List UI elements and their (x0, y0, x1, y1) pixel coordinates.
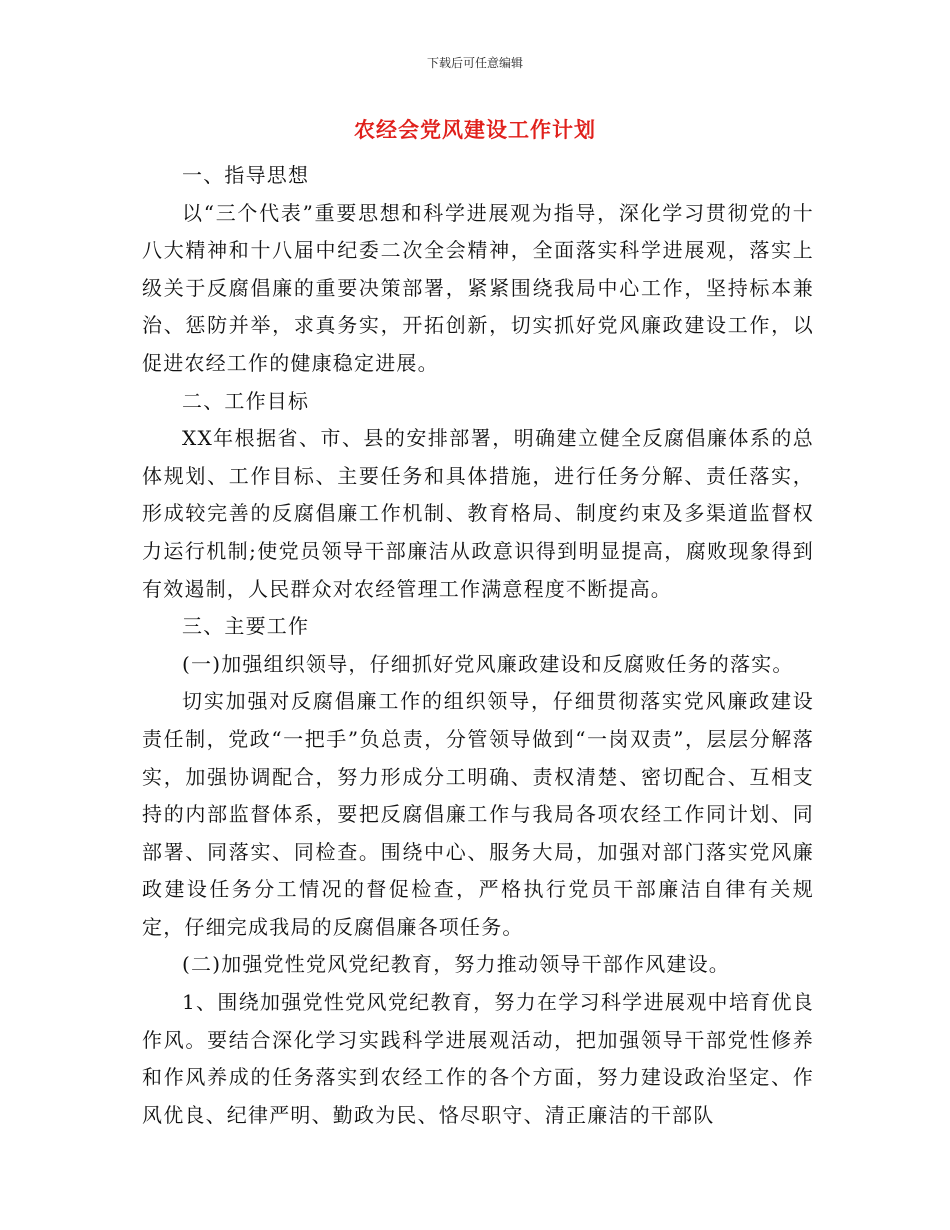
section-heading-work-goals: 二、工作目标 (182, 388, 310, 413)
document-title: 农经会党风建设工作计划 (354, 118, 596, 142)
header-note: 下载后可任意编辑 (426, 56, 523, 70)
section-heading-main-work: 三、主要工作 (182, 614, 310, 639)
paragraph-work-goals: XX年根据省、市、县的安排部署，明确建立健全反腐倡廉体系的总体规划、工作目标、主要任务和具体措施，进行任务分解、责任落实，形成较完善的反腐倡廉工作机制、教育格局、制度约束及多渠道监督权力运行机制;使党员领导干部廉洁从政意识得到明显提高，腐败现象得到有效遏制，人民群众对农经管理工作满意程度不断提高。 (142, 426, 814, 601)
section-heading-guiding-thought: 一、指导思想 (182, 163, 310, 187)
paragraph-organization-leadership: 切实加强对反腐倡廉工作的组织领导，仔细贯彻落实党风廉政建设责任制，党政“一把手”负总责，分管领导做到“一岗双责”，层层分解落实，加强协调配合，努力形成分工明确、责权清楚、密切配合、互相支持的内部监督体系，要把反腐倡廉工作与我局各项农经工作同计划、同部署、同落实、同检查。围绕中心、服务大局，加强对部门落实党风廉政建设任务分工情况的督促检查，严格执行党员干部廉洁自律有关规定，仔细完成我局的反腐倡廉各项任务。 (142, 689, 814, 939)
document-body (142, 157, 814, 1134)
subheading-party-education: (二)加强党性党风党纪教育，努力推动领导干部作风建设。 (182, 952, 731, 977)
paragraph-guiding-thought: 以“三个代表”重要思想和科学进展观为指导，深化学习贯彻党的十八大精神和十八届中纪委二次全会精神，全面落实科学进展观，落实上级关于反腐倡廉的重要决策部署，紧紧围绕我局中心工作，坚持标本兼治、惩防并举，求真务实，开拓创新，切实抓好党风廉政建设工作，以促进农经工作的健康稳定进展。 (142, 200, 814, 375)
subheading-organization-leadership: (一)加强组织领导，仔细抓好党风廉政建设和反腐败任务的落实。 (182, 651, 794, 676)
paragraph-party-education-item-1: 1、围绕加强党性党风党纪教育，努力在学习科学进展观中培育优良作风。要结合深化学习实践科学进展观活动，把加强领导干部党性修养和作风养成的任务落实到农经工作的各个方面，努力建设政治坚定、作风优良、纪律严明、勤政为民、恪尽职守、清正廉洁的干部队 (142, 990, 814, 1127)
